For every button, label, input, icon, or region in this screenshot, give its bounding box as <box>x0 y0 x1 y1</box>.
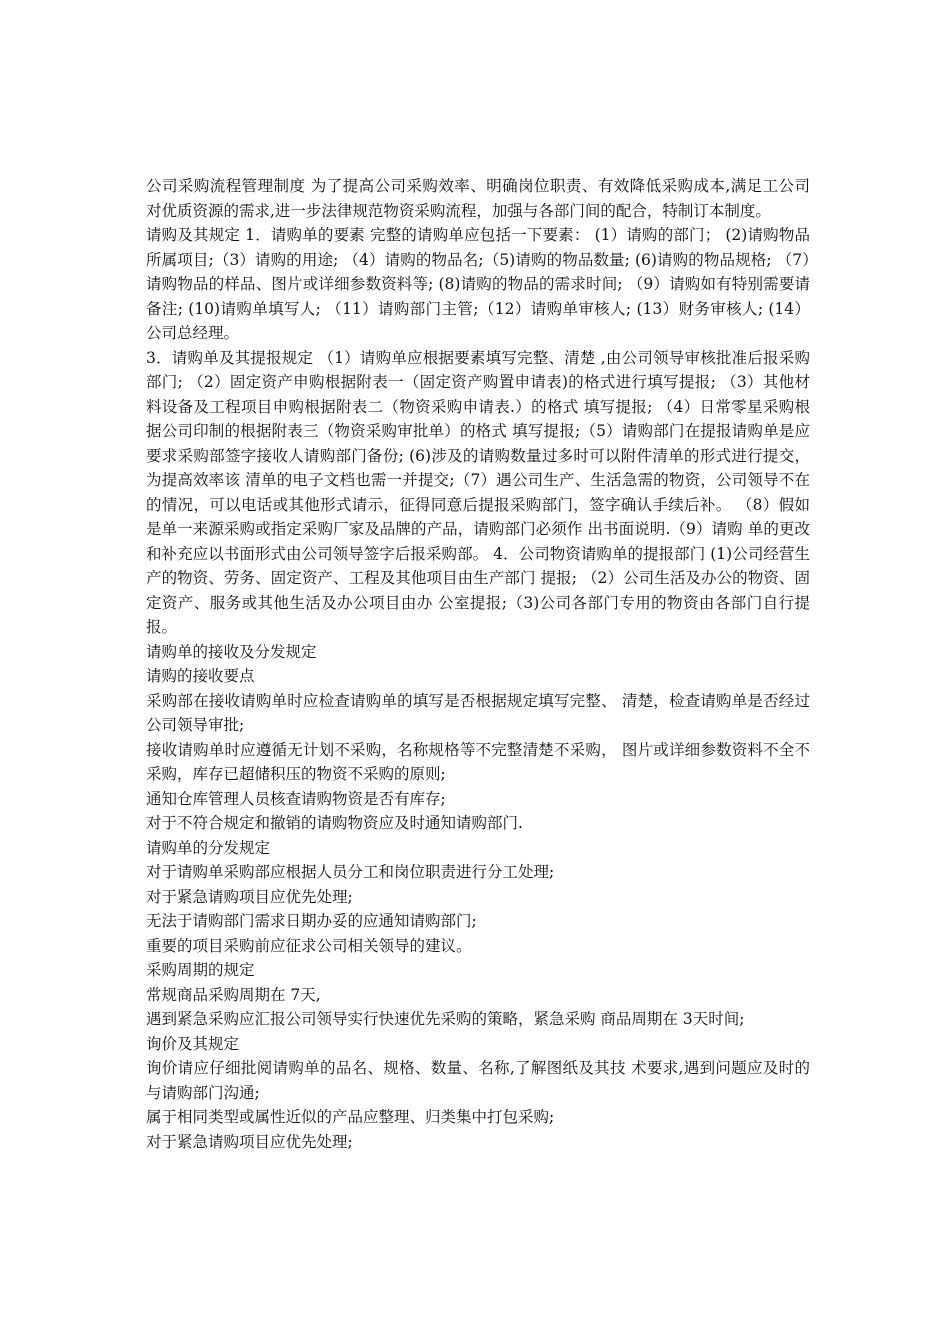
document-body <box>146 174 810 1154</box>
requisition-elements-paragraph: 请购及其规定 1．请购单的要素 完整的请购单应包括一下要素： (1）请购的部门； (2)请购物品所属项目;（3）请购的用途; （4）请购的物品名;（5)请购的物品数量; (6)请购的物品规格; （7）请购物品的样品、图片或详细参数资料等; (8)请购的物品的需求时间; （9）请购如有特别需要请备注; (10)请购单填写人; （11）请购部门主管;（12）请购单审核人; (13）财务审核人; (14）公司总经理。 <box>146 226 810 342</box>
distribution-point-division: 对于请购单采购部应根据人员分工和岗位职责进行分工处理; <box>146 863 555 881</box>
subheading-cycle: 采购周期的规定 <box>146 961 255 979</box>
requisition-submission-paragraph: 3．请购单及其提报规定 （1）请购单应根据要素填写完整、清楚 ,由公司领导审核批准后报采购 部门; （2）固定资产申购根据附表一（固定资产购置申请表)的格式进行填写提报; （3）其他材料设备及工程项目申购根据附表二（物资采购申请表.）的格式 填写提报; （4）日常零星采购根据公司印制的根据附表三（物资采购审批单）的格式 填写提报;（5）请购部门在提报请购单是应要求采购部签字接收人请购部门备份; (6)涉及的请购数量过多时可以附件清单的形式进行提交，为提高效率该 清单的电子文档也需一并提交;（7）遇公司生产、生活急需的物资，公司领导不在的情况，可以电话或其他形式请示，征得同意后提报采购部门，签字确认手续后补。 （8）假如是单一来源采购或指定采购厂家及品牌的产品，请购部门必须作 出书面说明.（9）请购 单的更改和补充应以书面形式由公司领导签字后报采购部。 4．公司物资请购单的提报部门 (1)公司经营生产的物资、劳务、固定资产、工程及其他项目由生产部门 提报; （2）公司生活及办公的物资、固定资产、服务或其他生活及办公项目由办 公室提报;（3)公司各部门专用的物资由各部门自行提报。 <box>146 348 810 636</box>
inquiry-urgent: 对于紧急请购项目应优先处理; <box>146 1132 353 1151</box>
distribution-point-leadership: 重要的项目采购前应征求公司相关领导的建议。 <box>146 936 472 955</box>
subheading-inquiry: 询价及其规定 <box>146 1034 240 1053</box>
receipt-point-notify: 对于不符合规定和撤销的请购物资应及时通知请购部门. <box>146 814 523 832</box>
receipt-point-inventory: 通知仓库管理人员核查请购物资是否有库存; <box>146 789 446 808</box>
inquiry-review: 询价请应仔细批阅请购单的品名、规格、数量、名称,了解图纸及其技 术要求,遇到问题应及时的与请购部门沟通; <box>146 1059 810 1102</box>
subheading-receipt-points: 请购的接收要点 <box>146 667 255 685</box>
cycle-regular: 常规商品采购周期在 7天, <box>146 985 321 1004</box>
intro-paragraph: 公司采购流程管理制度 为了提高公司采购效率、明确岗位职责、有效降低采购成本,满足工公司 对优质资源的需求,进一步法律规范物资采购流程，加强与各部门间的配合，特制订本制度。 <box>146 177 810 220</box>
receipt-point-check: 采购部在接收请购单时应检查请购单的填写是否根据规定填写完整、 清楚，检查请购单是否经过公司领导审批; <box>146 691 810 734</box>
distribution-point-urgent: 对于紧急请购项目应优先处理; <box>146 887 353 906</box>
subheading-distribution: 请购单的分发规定 <box>146 838 271 857</box>
distribution-point-deadline: 无法于请购部门需求日期办妥的应通知请购部门; <box>146 912 477 930</box>
inquiry-bundle: 属于相同类型或属性近似的产品应整理、归类集中打包采购; <box>146 1108 555 1126</box>
receipt-point-principles: 接收请购单时应遵循无计划不采购，名称规格等不完整清楚不采购， 图片或详细参数资料不全不采购，库存已超储积压的物资不采购的原则; <box>146 740 810 783</box>
section-heading-receipt-distribution: 请购单的接收及分发规定 <box>146 642 317 661</box>
cycle-urgent: 遇到紧急采购应汇报公司领导实行快速优先采购的策略，紧急采购 商品周期在 3天时间; <box>146 1010 745 1028</box>
